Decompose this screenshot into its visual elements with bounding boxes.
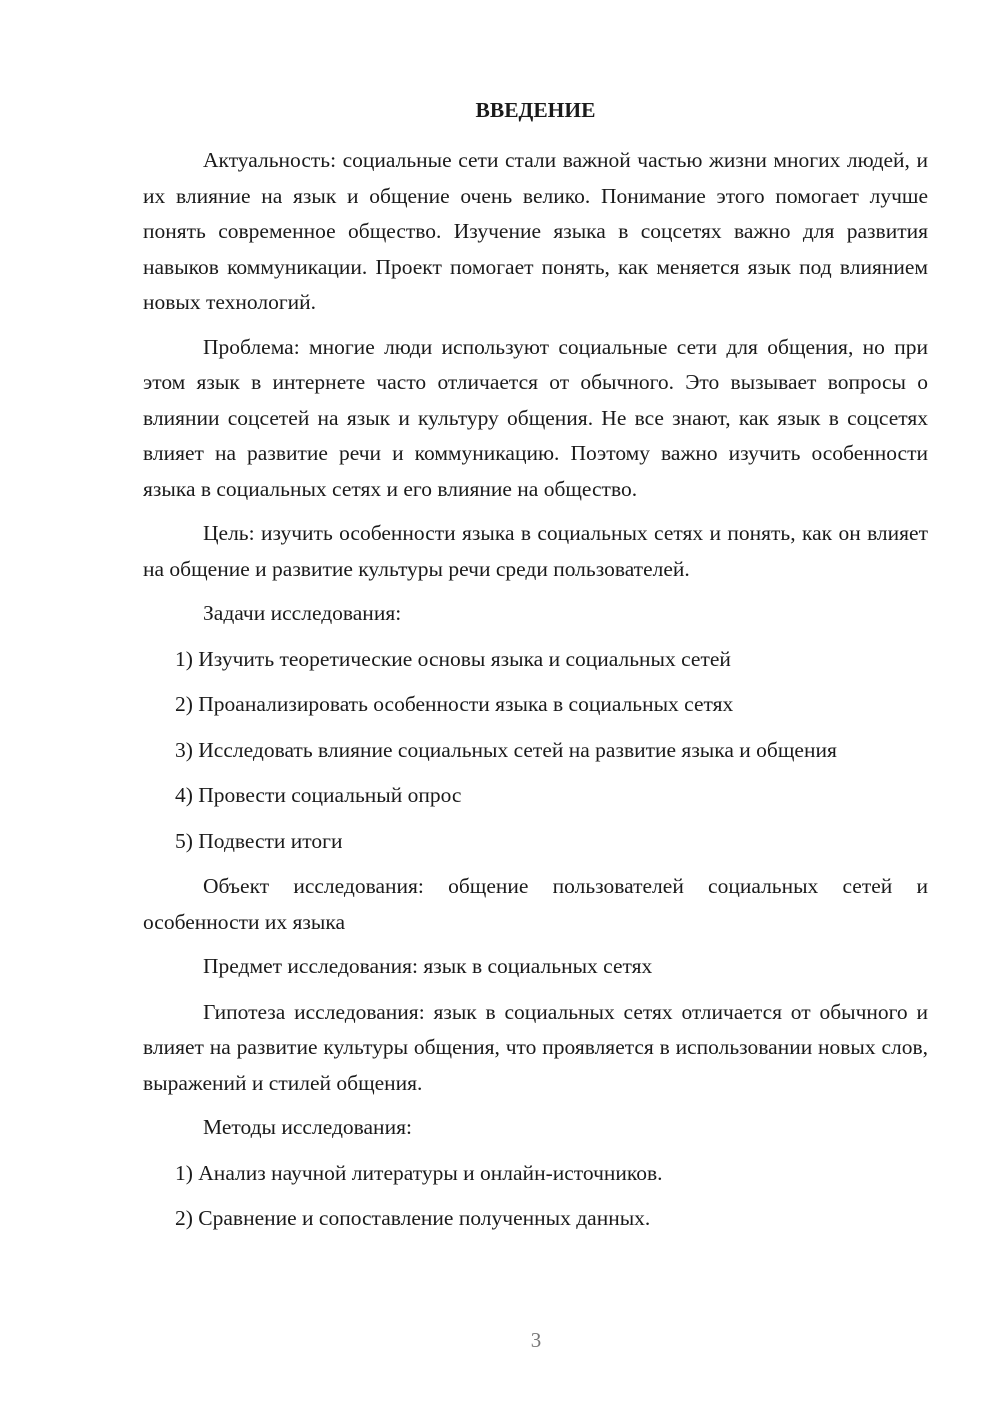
goal-paragraph: Цель: изучить особенности языка в социальных сетях и понять, как он влияет на общение и развитие культуры речи среди пользователей. — [143, 521, 928, 581]
methods-heading: Методы исследования: — [203, 1115, 412, 1139]
hypothesis-paragraph: Гипотеза исследования: язык в социальных сетях отличается от обычного и влияет на развитие культуры общения, что проявляется в использовании новых слов, выражений и стилей общения. — [143, 999, 928, 1095]
method-item: 1) Анализ научной литературы и онлайн-источников. — [175, 1160, 663, 1185]
task-item: 2) Проанализировать особенности языка в социальных сетях — [175, 692, 734, 716]
page-content — [143, 92, 928, 1247]
task-item: 4) Провести социальный опрос — [175, 783, 462, 807]
task-item: 3) Исследовать влияние социальных сетей на развитие языка и общения — [175, 737, 837, 762]
relevance-paragraph: Актуальность: социальные сети стали важной частью жизни многих людей, и их влияние на язык и общение очень велико. Понимание этого помогает лучше понять современное общество. Изучение языка в соцсетях важно для развития навыков коммуникации. Проект помогает понять, как меняется язык под влиянием новых технологий. — [143, 148, 928, 314]
problem-paragraph: Проблема: многие люди используют социальные сети для общения, но при этом язык в интернете часто отличается от обычного. Это вызывает вопросы о влиянии соцсетей на язык и культуру общения. Не все знают, как язык в соцсетях влияет на развитие речи и коммуникацию. Поэтому важно изучить особенности языка в социальных сетях и его влияние на общество. — [143, 334, 928, 501]
object-paragraph: Объект исследования: общение пользователей социальных сетей и особенности их языка — [143, 874, 928, 934]
subject-paragraph: Предмет исследования: язык в социальных сетях — [203, 954, 653, 978]
tasks-heading: Задачи исследования: — [203, 601, 402, 625]
task-item: 1) Изучить теоретические основы языка и социальных сетей — [175, 646, 731, 671]
section-title: ВВЕДЕНИЕ — [475, 98, 596, 122]
page-number: 3 — [530, 1328, 542, 1352]
method-item: 2) Сравнение и сопоставление полученных данных. — [175, 1206, 651, 1230]
task-item: 5) Подвести итоги — [175, 828, 343, 853]
